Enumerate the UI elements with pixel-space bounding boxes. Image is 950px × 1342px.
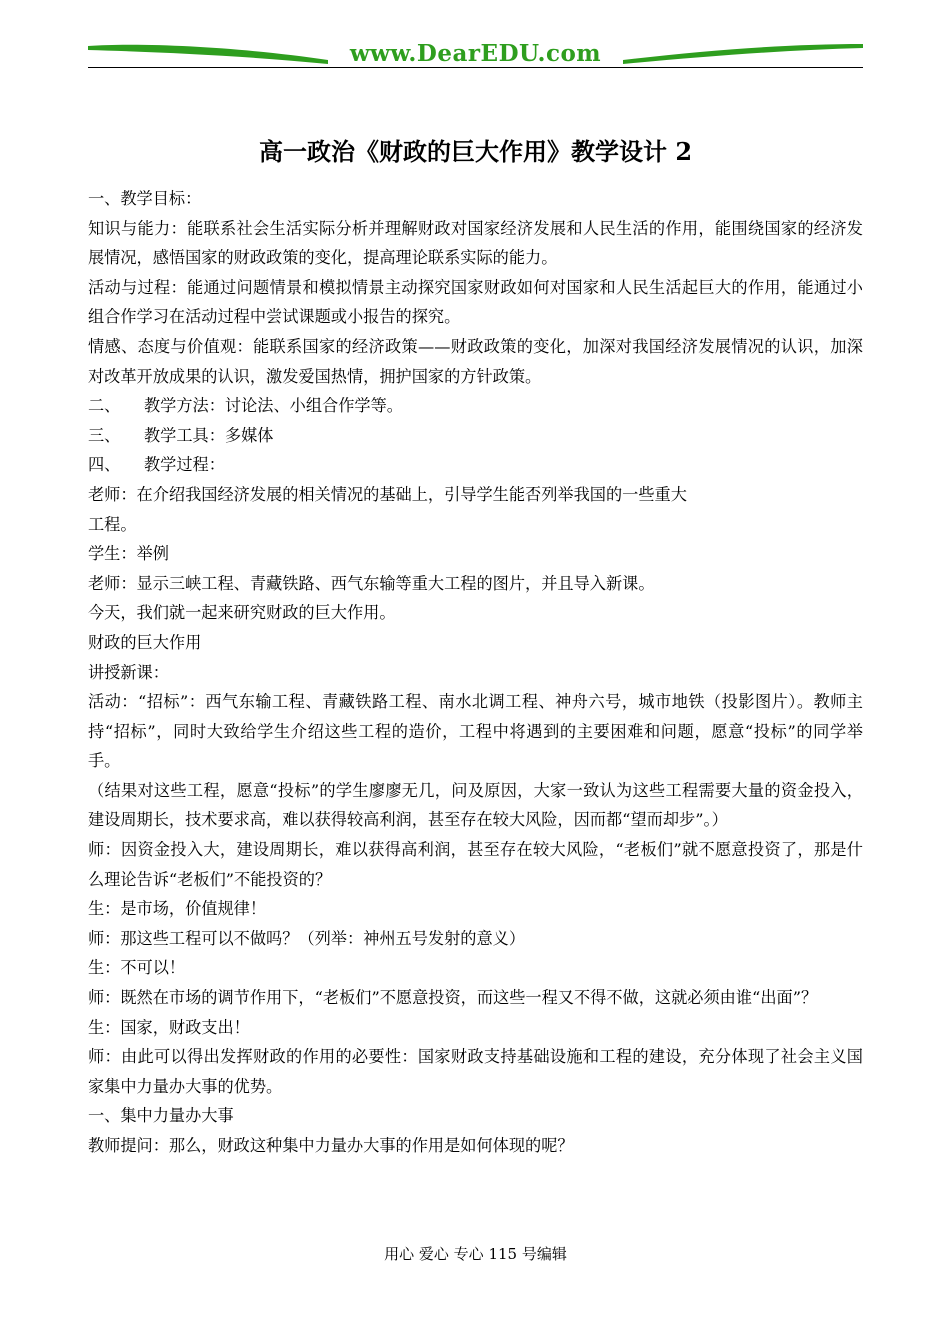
paragraph: 师：因资金投入大，建设周期长，难以获得高利润，甚至存在较大风险，“老板们”就不愿意投资了，那是什么理论告诉“老板们”不能投资的？ (88, 840, 863, 889)
header-divider (88, 67, 863, 68)
paragraph: 师：既然在市场的调节作用下，“老板们”不愿意投资，而这些一程又不得不做，这就必须由谁“出面”？ (88, 988, 818, 1008)
paragraph: 财政的巨大作用 (88, 632, 202, 652)
list-number: 四、 (88, 455, 121, 475)
list-number: 三、 (88, 425, 121, 445)
list-number: 二、 (88, 396, 121, 416)
paragraph: 老师：显示三峡工程、青藏铁路、西气东输等重大工程的图片，并且导入新课。 (88, 573, 655, 593)
paragraph: 讲授新课： (88, 662, 169, 682)
paragraph: 活动：“招标”：西气东输工程、青藏铁路工程、南水北调工程、神舟六号，城市地铁（投影图片）。教师主持“招标”，同时大致给学生介绍这些工程的造价，工程中将遇到的主要困难和问题，愿意“投标”的同学举手。 (88, 692, 863, 771)
list-text: 教学工具：多媒体 (144, 425, 274, 445)
list-item (88, 450, 863, 480)
list-item (88, 391, 863, 421)
list-text: 教学过程： (144, 455, 225, 475)
paragraph: 一、集中力量办大事 (88, 1106, 234, 1126)
paragraph: 工程。 (88, 514, 137, 534)
paragraph: 情感、态度与价值观：能联系国家的经济政策——财政政策的变化，加深对我国经济发展情况的认识，加深对改革开放成果的认识，激发爱国热情，拥护国家的方针政策。 (88, 336, 863, 386)
list-item (88, 421, 863, 451)
document-title: 高一政治《财政的巨大作用》教学设计 2 (258, 137, 693, 166)
paragraph: 今天，我们就一起来研究财政的巨大作用。 (88, 603, 396, 623)
site-logo: www.DearEDU.com (349, 40, 602, 67)
paragraph: 知识与能力：能联系社会生活实际分析并理解财政对国家经济发展和人民生活的作用，能围绕国家的经济发展情况，感悟国家的财政政策的变化，提高理论联系实际的能力。 (88, 218, 863, 268)
paragraph: 一、教学目标： (88, 189, 202, 208)
paragraph: 生：是市场，价值规律！ (88, 899, 267, 919)
list-text: 教学方法：讨论法、小组合作学等。 (144, 396, 403, 416)
paragraph: 老师：在介绍我国经济发展的相关情况的基础上，引导学生能否列举我国的一些重大 (88, 484, 687, 504)
paragraph: （结果对这些工程，愿意“投标”的学生廖廖无几，问及原因，大家一致认为这些工程需要大量的资金投入，建设周期长，技术要求高，难以获得较高利润，甚至存在较大风险，因而都“望而却步”。） (88, 780, 863, 830)
paragraph: 学生：举例 (88, 544, 169, 564)
document-body (88, 184, 863, 1161)
paragraph: 师：由此可以得出发挥财政的作用的必要性：国家财政支持基础设施和工程的建设，充分体现了社会主义国家集中力量办大事的优势。 (88, 1047, 863, 1096)
paragraph: 教师提问：那么，财政这种集中力量办大事的作用是如何体现的呢？ (88, 1136, 574, 1155)
page-header (88, 38, 863, 70)
paragraph: 生：国家，财政支出！ (88, 1017, 250, 1037)
paragraph: 师：那这些工程可以不做吗？（列举：神州五号发射的意义） (88, 928, 526, 948)
paragraph: 生：不可以！ (88, 958, 186, 978)
paragraph: 活动与过程：能通过问题情景和模拟情景主动探究国家财政如何对国家和人民生活起巨大的作用，能通过小组合作学习在活动过程中尝试课题或小报告的探究。 (88, 277, 863, 327)
left-swoosh (88, 45, 328, 64)
page-footer: 用心 爱心 专心 115 号编辑 (384, 1245, 567, 1263)
right-swoosh (623, 44, 863, 64)
